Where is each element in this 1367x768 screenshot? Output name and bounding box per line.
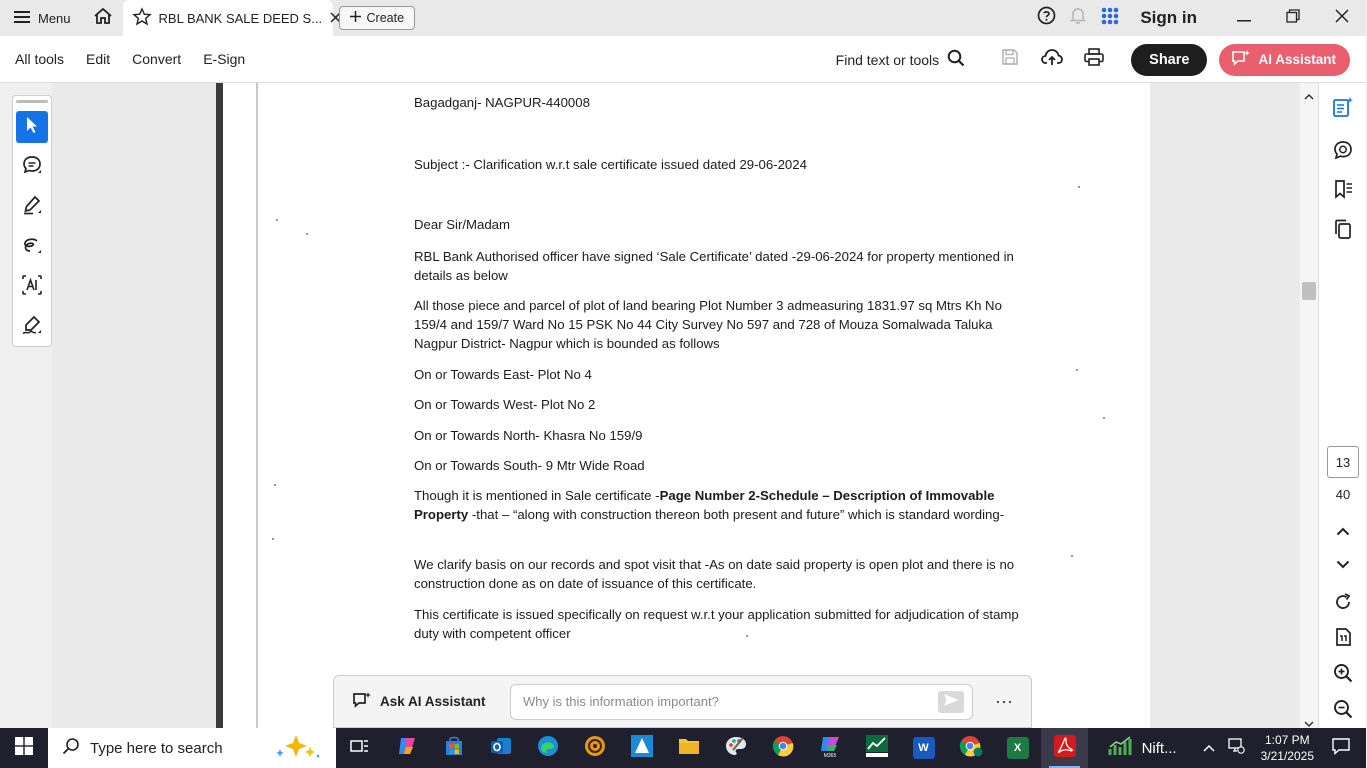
printer-icon [1084, 48, 1104, 71]
comment-bubble-icon [1333, 140, 1353, 165]
total-pages: 40 [1335, 487, 1351, 502]
chrome-profile-icon [959, 735, 983, 762]
topline-app[interactable] [853, 728, 900, 768]
acrobat-app[interactable] [1041, 728, 1088, 768]
scan-shadow [256, 83, 258, 728]
scrollbar-thumb[interactable] [1302, 282, 1316, 300]
document-edit-icon [1332, 96, 1354, 123]
paragraph-2: All those piece and parcel of plot of land bearing Plot Number 3 admeasuring 1831.97 sq Mtrs Kh No 159/4 and 159/7 Ward No 15 PSK No 44 City Survey No 597 and 728 of Mouza Somalwada Taluka Nagpur District- Nagpur which is bounded as follows [414, 298, 1002, 351]
comments-panel-button[interactable] [1331, 140, 1355, 164]
restore-button[interactable] [1268, 0, 1317, 36]
copilot-app[interactable] [383, 728, 430, 768]
rotate-button[interactable] [1331, 592, 1355, 616]
home-button[interactable] [83, 0, 123, 36]
word-app[interactable] [900, 728, 947, 768]
boundary-south: On or Towards South- 9 Mtr Wide Road [414, 458, 645, 473]
edge-browser-app[interactable] [524, 728, 571, 768]
ask-ai-label-group[interactable] [334, 691, 510, 712]
app-round-gold[interactable] [571, 728, 618, 768]
scan-speck [1103, 417, 1105, 419]
store-icon [443, 735, 465, 762]
scan-speck [1078, 186, 1080, 188]
send-button[interactable] [938, 691, 964, 713]
text-select-tool[interactable] [16, 271, 48, 303]
ask-ai-input-wrapper [510, 684, 973, 720]
nifty-widget[interactable] [1098, 735, 1187, 761]
file-explorer-app[interactable] [665, 728, 712, 768]
windows-logo-icon [15, 737, 33, 760]
save-icon [1001, 48, 1019, 71]
salutation: Dear Sir/Madam [414, 217, 511, 232]
chevron-up-icon [1336, 523, 1350, 541]
cursor-arrow-icon [25, 116, 39, 139]
taskbar-search-placeholder: Type here to search [90, 739, 223, 757]
chevron-down-icon [1336, 556, 1350, 574]
bookmark-icon [1333, 179, 1353, 204]
document-viewport[interactable] [52, 83, 1318, 728]
close-icon [1335, 9, 1349, 28]
ask-ai-input[interactable] [523, 694, 938, 709]
select-tool[interactable] [16, 111, 48, 143]
draw-tool[interactable] [16, 231, 48, 263]
pen-icon [22, 195, 42, 220]
scan-speck [306, 233, 308, 235]
minimize-button[interactable] [1219, 0, 1268, 36]
convert-menu[interactable]: Convert [132, 51, 182, 67]
hamburger-icon [14, 11, 30, 26]
subject-line: Subject :- Clarification w.r.t sale certificate issued dated 29-06-2024 [414, 157, 807, 172]
m365-icon [818, 734, 842, 763]
signature-icon [22, 315, 42, 340]
document-tab[interactable] [123, 0, 333, 36]
address-line: Bagadganj- NAGPUR-440008 [414, 95, 590, 110]
main-toolbar [0, 36, 1366, 83]
search-icon [947, 49, 965, 70]
save-button[interactable] [989, 40, 1031, 80]
scan-speck [274, 484, 276, 486]
scroll-up-icon[interactable] [1304, 87, 1314, 105]
chrome-profile-app[interactable] [947, 728, 994, 768]
ai-assistant-label: AI Assistant [1258, 52, 1336, 67]
blue-triangle-app-icon [630, 734, 654, 763]
chevron-up-icon[interactable] [1187, 739, 1221, 757]
find-label: Find text or tools [835, 51, 940, 68]
paragraph-5: This certificate is issued specifically on request w.r.t your application submitted for adjudication of stamp duty with competent officer [414, 607, 1019, 641]
nifty-label: Nift... [1141, 739, 1177, 757]
rail-grip[interactable] [16, 100, 48, 103]
vertical-scrollbar[interactable] [1300, 83, 1318, 728]
freehand-icon [22, 235, 42, 260]
topline-chart-icon [865, 734, 889, 763]
paragraph-3-bold: Page Number 2-Schedule – Description of Immovable Property [414, 488, 995, 522]
acrobat-icon [1054, 735, 1076, 762]
send-icon [944, 694, 958, 709]
fit-page-icon [1333, 627, 1353, 652]
edit-pdf-panel-button[interactable] [1331, 97, 1355, 121]
clock-date: 3/21/2025 [1260, 749, 1314, 763]
copilot-icon [396, 735, 418, 762]
help-button[interactable] [1030, 0, 1062, 36]
svg-text:M365: M365 [823, 752, 836, 759]
minimize-icon [1237, 9, 1251, 27]
menu-label: Menu [38, 10, 71, 26]
print-button[interactable] [1073, 40, 1115, 80]
fit-page-button[interactable] [1331, 627, 1355, 651]
home-icon [93, 7, 113, 30]
start-button[interactable] [0, 728, 48, 768]
paragraph-1: RBL Bank Authorised officer have signed ‘Sale Certificate’ dated -29-06-2024 for property mentioned in details as below [414, 249, 1014, 283]
share-button[interactable]: Share [1131, 44, 1207, 76]
rotate-icon [1333, 592, 1353, 617]
sign-tool[interactable] [16, 311, 48, 343]
gold-circle-app-icon [584, 735, 606, 762]
boundary-west: On or Towards West- Plot No 2 [414, 397, 596, 412]
star-icon[interactable] [133, 8, 151, 28]
ai-assistant-icon [1231, 49, 1251, 70]
task-view-icon [350, 738, 370, 759]
zoom-out-button[interactable] [1331, 699, 1355, 723]
current-page-field[interactable]: 13 [1327, 446, 1359, 478]
app-blue-a[interactable] [618, 728, 665, 768]
text-box-icon [22, 275, 42, 300]
zoom-in-icon [1333, 663, 1353, 688]
word-icon: W [913, 737, 935, 759]
boundary-north: On or Towards North- Khasra No 159/9 [414, 428, 643, 443]
outlook-app[interactable] [477, 728, 524, 768]
excel-app[interactable] [994, 728, 1041, 768]
restore-icon [1286, 9, 1300, 28]
ask-ai-label: Ask AI Assistant [380, 694, 486, 709]
boundary-east: On or Towards East- Plot No 4 [414, 367, 592, 382]
scan-speck [1071, 555, 1073, 557]
search-icon [62, 737, 80, 759]
palette-icon [725, 735, 747, 762]
paragraph-3 [414, 486, 1034, 524]
title-bar [0, 0, 1366, 36]
menu-button[interactable] [0, 0, 83, 36]
upload-button[interactable] [1031, 40, 1073, 80]
chrome-app[interactable] [759, 728, 806, 768]
stock-chart-icon [1108, 735, 1134, 761]
folder-icon [678, 736, 700, 761]
microsoft-store-app[interactable] [430, 728, 477, 768]
network-icon[interactable] [1221, 738, 1251, 759]
paragraph-3-tail: -that – “along with construction thereon both present and future” which is standard wording- [468, 507, 1005, 522]
find-text-or-tools[interactable] [836, 49, 966, 70]
notification-center-icon[interactable] [1324, 737, 1366, 760]
edge-icon [537, 735, 559, 762]
next-page-button[interactable] [1331, 553, 1355, 577]
pages-panel-button[interactable] [1331, 219, 1355, 243]
bookmarks-panel-button[interactable] [1331, 179, 1355, 203]
bell-icon [1069, 6, 1087, 30]
tab-title: RBL BANK SALE DEED S... [158, 10, 323, 26]
windows-taskbar [0, 728, 1366, 768]
scan-speck [272, 538, 274, 540]
cloud-upload-icon [1041, 48, 1063, 71]
all-tools-menu[interactable]: All tools [15, 51, 65, 67]
excel-icon: X [1007, 737, 1029, 759]
create-label: Create [366, 11, 405, 25]
paragraph-4: We clarify basis on our records and spot visit that -As on date said property is open plot and there is no construction done as on date of issuance of this certificate. [414, 557, 1015, 591]
scan-speck [1076, 369, 1078, 371]
copy-pages-icon [1333, 219, 1353, 244]
apps-grid-icon [1101, 7, 1119, 30]
plus-icon [350, 11, 361, 25]
ai-chat-icon [352, 691, 372, 712]
edit-menu[interactable]: Edit [86, 51, 111, 67]
quick-tools-rail [12, 95, 52, 347]
zoom-in-button[interactable] [1331, 663, 1355, 687]
pdf-page [216, 83, 1150, 728]
more-options-button[interactable]: ··· [995, 691, 1013, 711]
scan-speck [276, 219, 278, 221]
clock-time: 1:07 PM [1264, 733, 1310, 747]
close-window-button[interactable] [1317, 0, 1366, 36]
chrome-icon [772, 735, 794, 762]
help-icon [1037, 6, 1056, 30]
sign-in-button[interactable]: Sign in [1140, 8, 1197, 27]
right-panel-rail [1318, 83, 1366, 728]
copilot-sparkle-icon[interactable] [272, 733, 336, 763]
esign-menu[interactable]: E-Sign [203, 51, 246, 67]
outlook-icon [490, 735, 512, 762]
zoom-out-icon [1333, 699, 1353, 724]
paint-app[interactable] [712, 728, 759, 768]
m365-app[interactable] [806, 728, 853, 768]
ask-ai-bar [333, 675, 1032, 728]
notifications-button[interactable] [1062, 0, 1094, 36]
comment-tool[interactable] [16, 151, 48, 183]
ai-assistant-button[interactable] [1219, 44, 1350, 76]
task-view-button[interactable] [336, 728, 383, 768]
system-clock[interactable] [1251, 732, 1324, 764]
comment-icon [22, 155, 42, 180]
apps-button[interactable] [1094, 0, 1126, 36]
scan-edge [216, 83, 223, 728]
paragraph-3-lead: Though it is mentioned in Sale certificate - [414, 488, 660, 503]
highlight-tool[interactable] [16, 191, 48, 223]
taskbar-search[interactable] [48, 728, 336, 768]
create-button[interactable] [339, 6, 416, 30]
previous-page-button[interactable] [1331, 520, 1355, 544]
